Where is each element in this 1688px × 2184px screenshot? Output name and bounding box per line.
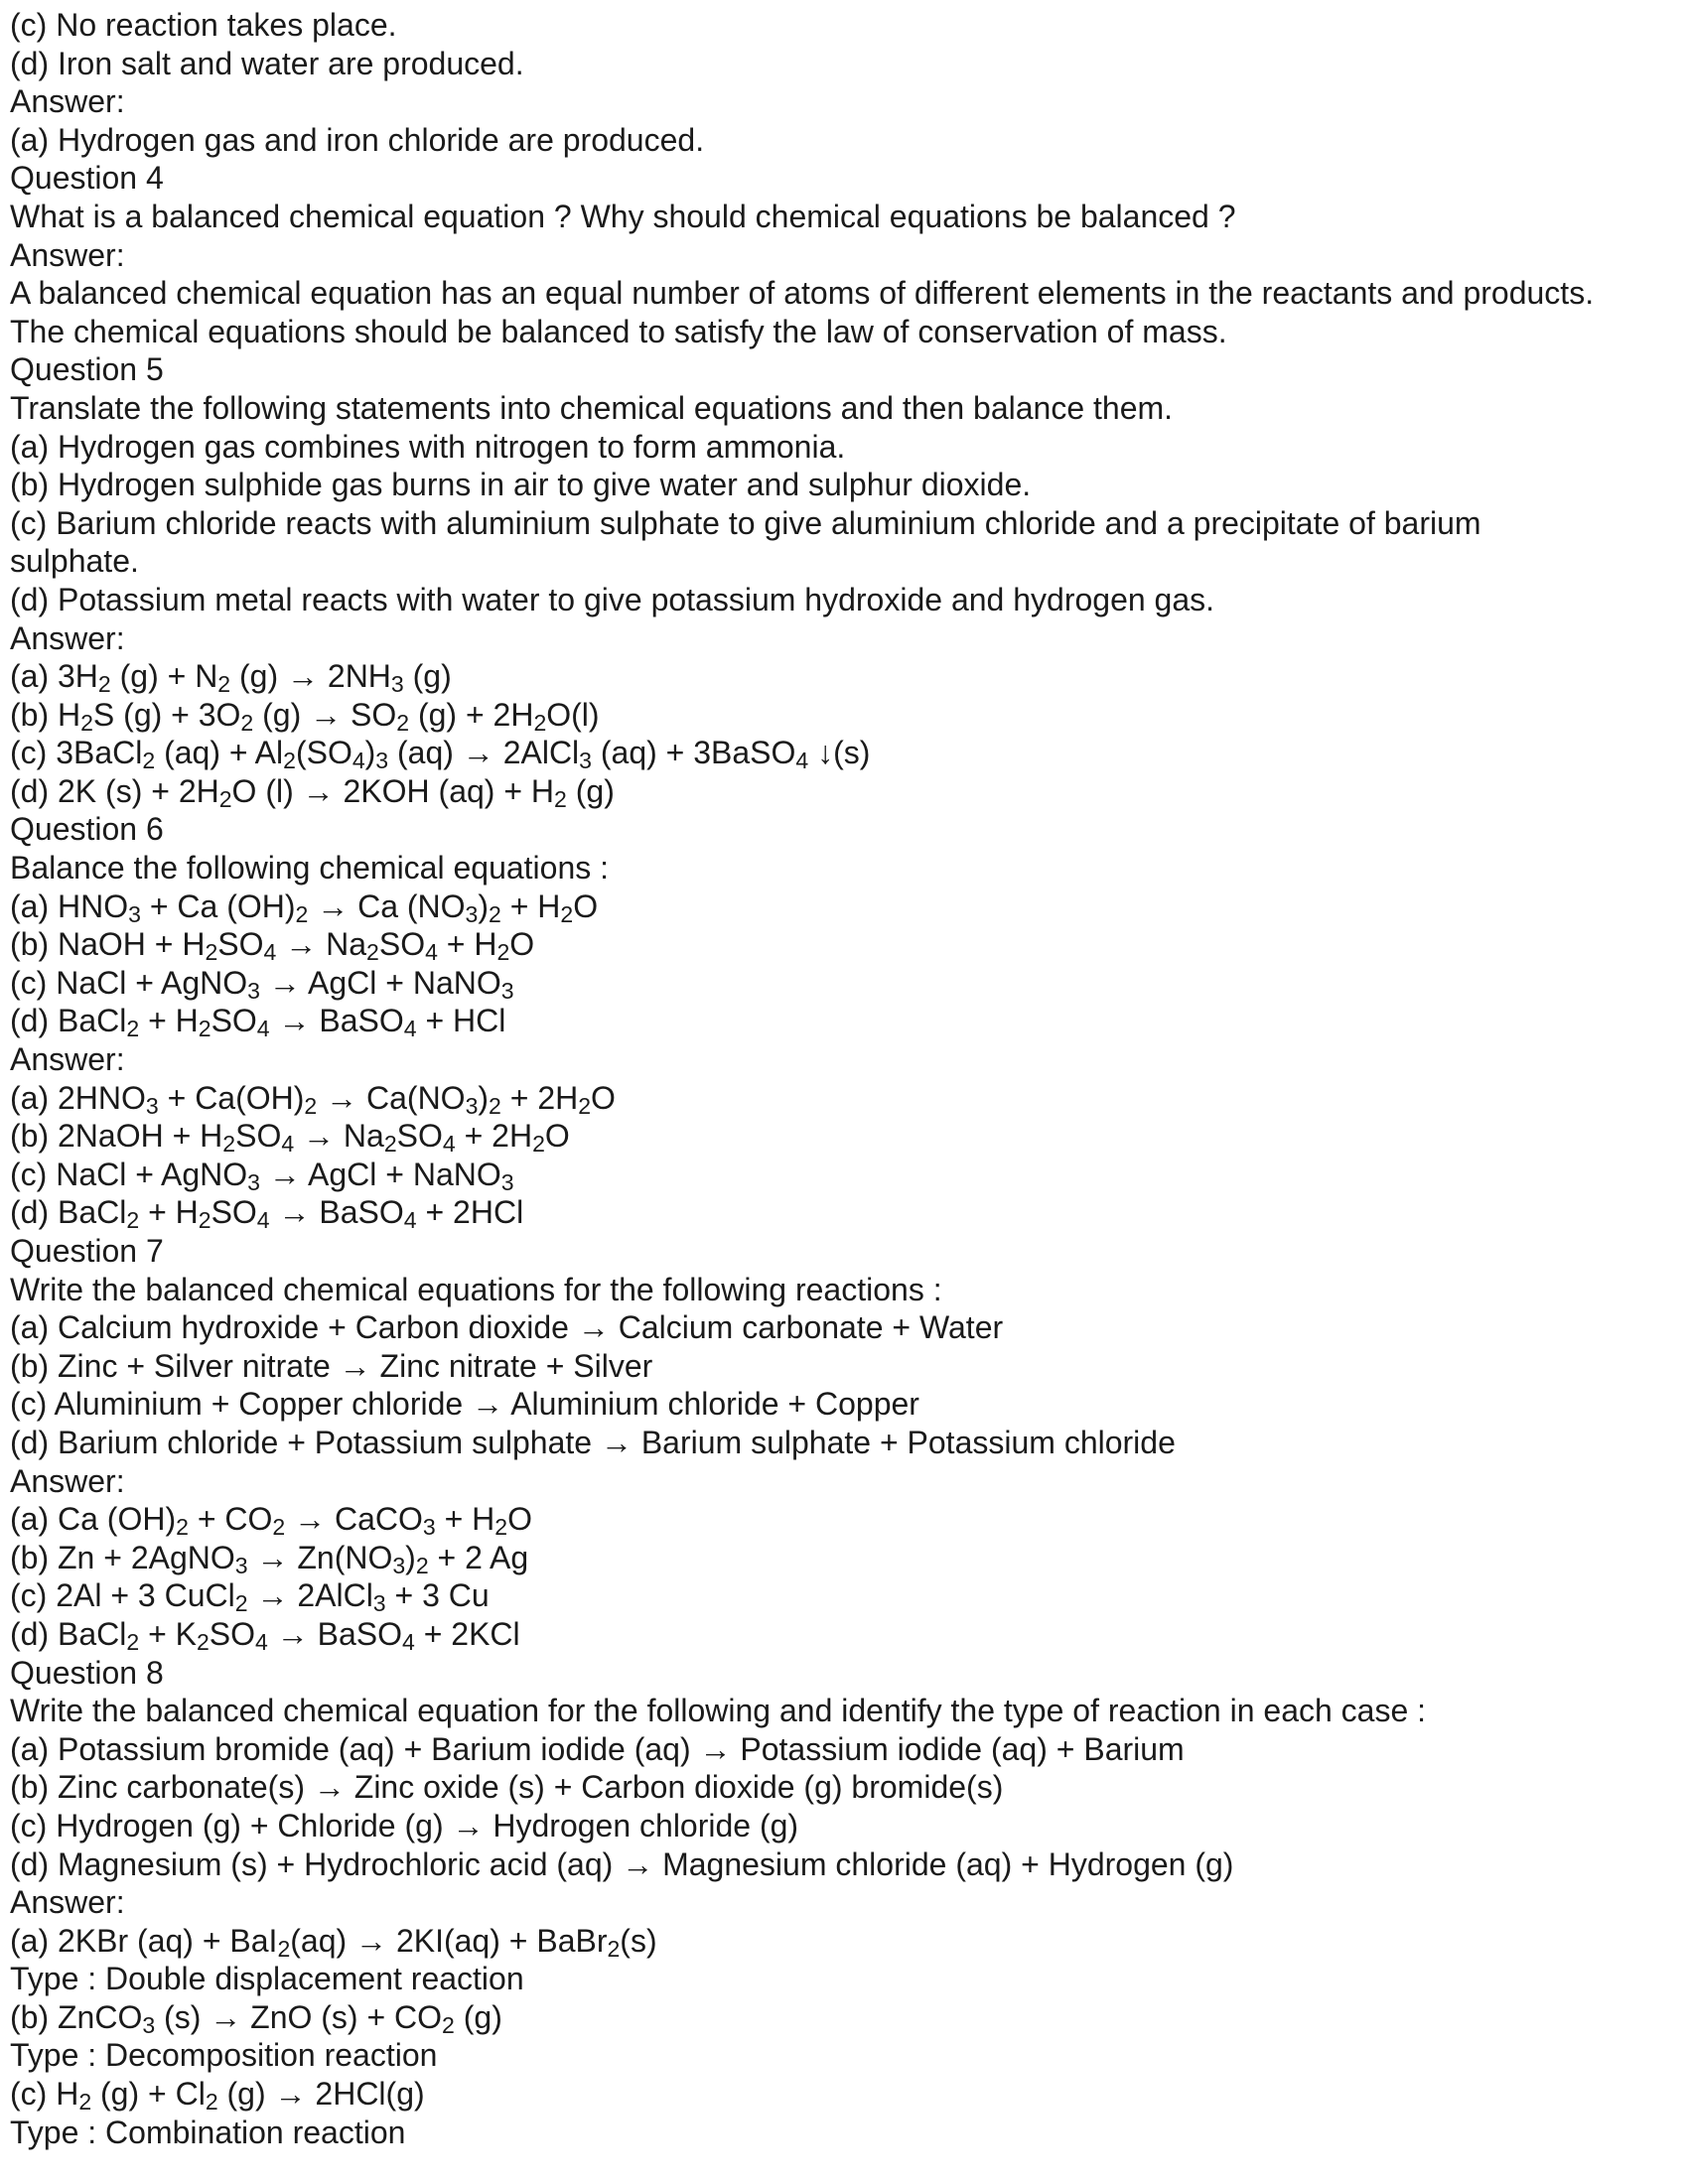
text-line: Type : Double displacement reaction [10, 1961, 524, 1997]
text-line: (c) NaCl + AgNO3 → AgCl + NaNO3 [10, 964, 514, 1004]
text-line: Question 8 [10, 1654, 164, 1691]
text-line: Question 7 [10, 1233, 164, 1269]
text-line: Answer: [10, 1462, 125, 1499]
text-line: Question 6 [10, 811, 164, 848]
text-line: Answer: [10, 236, 125, 273]
text-line: (a) Calcium hydroxide + Carbon dioxide → Calcium carbonate + Water [10, 1309, 1004, 1346]
text-line: Write the balanced chemical equation for the following and identify the type of reaction in each case : [10, 1693, 1427, 1729]
text-line: Balance the following chemical equations : [10, 850, 610, 887]
text-line: (d) 2K (s) + 2H2O (l) → 2KOH (aq) + H2 (g) [10, 772, 615, 812]
text-line: Answer: [10, 83, 125, 120]
text-line: (b) ZnCO3 (s) → ZnO (s) + CO2 (g) [10, 1998, 502, 2038]
text-line: (d) Potassium metal reacts with water to give potassium hydroxide and hydrogen gas. [10, 581, 1215, 617]
text-line: (a) Hydrogen gas combines with nitrogen to form ammonia. [10, 428, 846, 465]
text-line: sulphate. [10, 543, 139, 580]
text-line: Question 5 [10, 351, 164, 388]
text-line: (d) Barium chloride + Potassium sulphate → Barium sulphate + Potassium chloride [10, 1424, 1176, 1460]
text-line: (a) Hydrogen gas and iron chloride are produced. [10, 121, 705, 158]
document-body [10, 6, 1688, 2151]
text-line: (d) BaCl2 + K2SO4 → BaSO4 + 2KCl [10, 1615, 520, 1655]
text-line: (d) Iron salt and water are produced. [10, 45, 524, 81]
text-line: (c) Aluminium + Copper chloride → Aluminium chloride + Copper [10, 1386, 919, 1423]
text-line: (a) 2KBr (aq) + BaI2(aq) → 2KI(aq) + BaBr2(s) [10, 1922, 657, 1962]
text-line: (b) H2S (g) + 3O2 (g) → SO2 (g) + 2H2O(l) [10, 696, 600, 736]
text-line: (a) Potassium bromide (aq) + Barium iodide (aq) → Potassium iodide (aq) + Barium [10, 1730, 1185, 1767]
text-line: (c) H2 (g) + Cl2 (g) → 2HCl(g) [10, 2076, 425, 2116]
text-line: (b) 2NaOH + H2SO4 → Na2SO4 + 2H2O [10, 1118, 570, 1158]
text-line: (c) 3BaCl2 (aq) + Al2(SO4)3 (aq) → 2AlCl3 (aq) + 3BaSO4 ↓(s) [10, 735, 871, 774]
text-line: Write the balanced chemical equations for the following reactions : [10, 1271, 942, 1307]
text-line: (a) 2HNO3 + Ca(OH)2 → Ca(NO3)2 + 2H2O [10, 1079, 616, 1119]
text-line: A balanced chemical equation has an equal number of atoms of different elements in the reactants and products. [10, 275, 1595, 312]
text-line: (b) Zinc + Silver nitrate → Zinc nitrate + Silver [10, 1347, 653, 1384]
text-line: (b) Hydrogen sulphide gas burns in air to give water and sulphur dioxide. [10, 467, 1032, 503]
text-line: (d) Magnesium (s) + Hydrochloric acid (aq) → Magnesium chloride (aq) + Hydrogen (g) [10, 1845, 1234, 1882]
text-line: What is a balanced chemical equation ? Why should chemical equations be balanced ? [10, 198, 1236, 234]
text-line: (a) 3H2 (g) + N2 (g) → 2NH3 (g) [10, 658, 452, 698]
text-line: (c) 2Al + 3 CuCl2 → 2AlCl3 + 3 Cu [10, 1577, 490, 1617]
text-line: Answer: [10, 619, 125, 656]
text-line: (d) BaCl2 + H2SO4 → BaSO4 + HCl [10, 1003, 506, 1042]
text-line: (b) Zn + 2AgNO3 → Zn(NO3)2 + 2 Ag [10, 1539, 529, 1578]
text-line: (a) Ca (OH)2 + CO2 → CaCO3 + H2O [10, 1501, 532, 1541]
text-line: Translate the following statements into chemical equations and then balance them. [10, 389, 1174, 426]
text-line: (d) BaCl2 + H2SO4 → BaSO4 + 2HCl [10, 1194, 524, 1234]
text-line: Type : Combination reaction [10, 2114, 406, 2150]
text-line: Question 4 [10, 160, 164, 197]
text-line: (c) NaCl + AgNO3 → AgCl + NaNO3 [10, 1156, 514, 1195]
text-line: Type : Decomposition reaction [10, 2037, 438, 2074]
text-line: The chemical equations should be balanced to satisfy the law of conservation of mass. [10, 313, 1227, 349]
text-line: Answer: [10, 1884, 125, 1921]
text-line: Answer: [10, 1041, 125, 1078]
text-line: (b) NaOH + H2SO4 → Na2SO4 + H2O [10, 926, 535, 966]
text-line: (a) HNO3 + Ca (OH)2 → Ca (NO3)2 + H2O [10, 887, 599, 927]
text-line: (c) Barium chloride reacts with aluminium sulphate to give aluminium chloride and a precipitate of barium [10, 504, 1481, 541]
text-line: (c) Hydrogen (g) + Chloride (g) → Hydrogen chloride (g) [10, 1807, 799, 1843]
text-line: (c) No reaction takes place. [10, 7, 397, 43]
text-line: (b) Zinc carbonate(s) → Zinc oxide (s) + Carbon dioxide (g) bromide(s) [10, 1769, 1004, 1806]
